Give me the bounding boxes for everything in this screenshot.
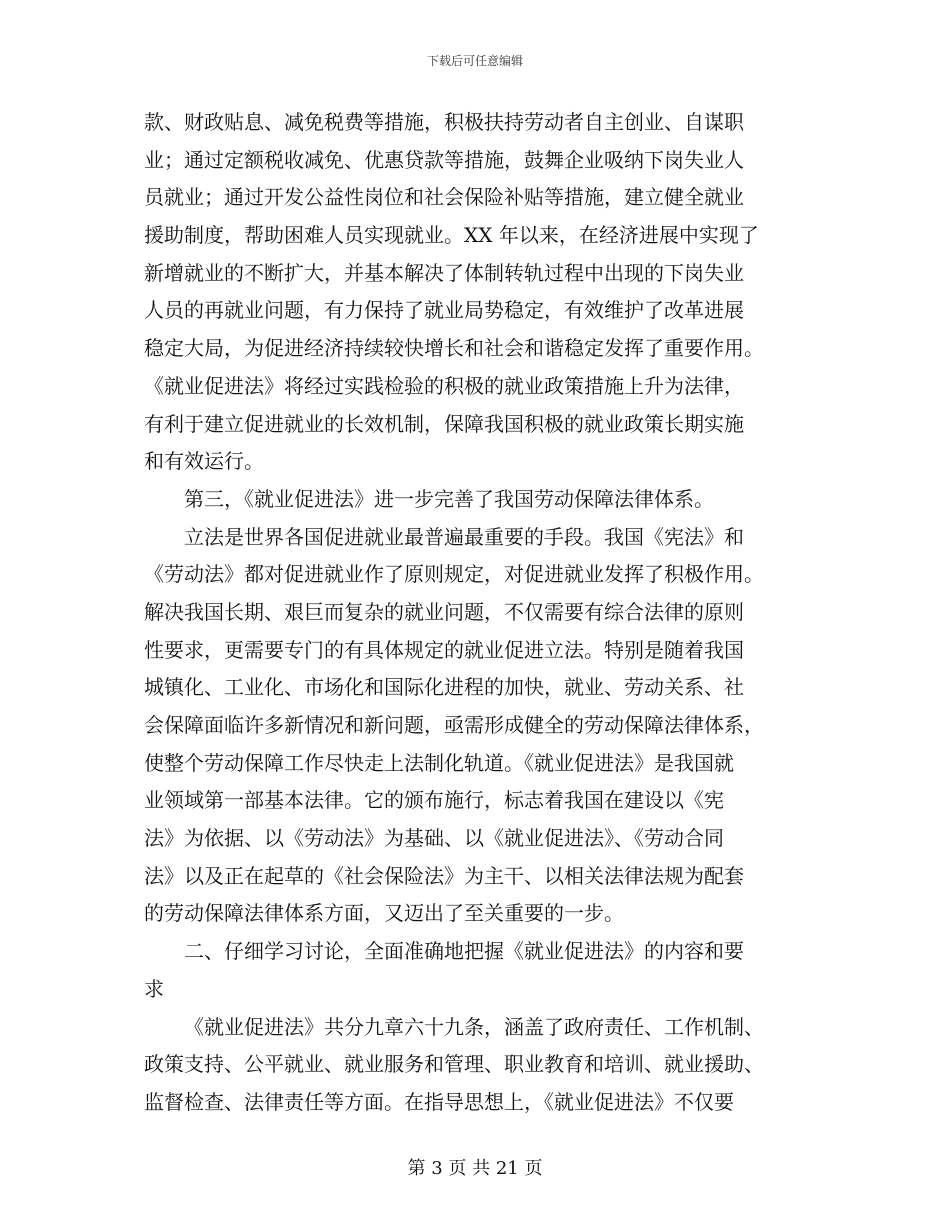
text-line: 《劳动法》都对促进就业作了原则规定，对促进就业发挥了积极作用。 — [144, 562, 764, 587]
text-line: 员就业；通过开发公益性岗位和社会保险补贴等措施，建立健全就业 — [144, 185, 744, 210]
text-line: 援助制度，帮助困难人员实现就业。XX 年以来，在经济进展中实现了 — [144, 223, 759, 248]
text-line: 人员的再就业问题，有力保持了就业局势稳定，有效维护了改革进展 — [144, 298, 744, 323]
text-line: 有利于建立促进就业的长效机制，保障我国积极的就业政策长期实施 — [144, 411, 744, 436]
page-number-footer: 第 3 页 共 21 页 — [407, 1158, 543, 1179]
text-line: 法》为依据、以《劳动法》为基础、以《就业促进法》、《劳动合同 — [144, 826, 724, 851]
text-line: 监督检查、法律责任等方面。在指导思想上，《就业促进法》不仅要 — [144, 1089, 734, 1114]
section-heading-two: 二、仔细学习讨论，全面准确地把握《就业促进法》的内容和要 — [184, 939, 744, 964]
section-heading-two-cont: 求 — [144, 976, 164, 1001]
text-line: 《就业促进法》共分九章六十九条，涵盖了政府责任、工作机制、 — [184, 1014, 764, 1039]
paragraph-heading-third: 第三，《就业促进法》进一步完善了我国劳动保障法律体系。 — [184, 486, 714, 511]
text-line: 款、财政贴息、减免税费等措施，积极扶持劳动者自主创业、自谋职 — [144, 110, 744, 134]
document-body — [144, 104, 812, 1122]
text-line: 的劳动保障法律体系方面，又迈出了至关重要的一步。 — [144, 901, 624, 926]
text-line: 城镇化、工业化、市场化和国际化进程的加快，就业、劳动关系、社 — [144, 675, 744, 700]
text-line: 会保障面临许多新情况和新问题，亟需形成健全的劳动保障法律体系， — [144, 713, 764, 737]
text-line: 稳定大局，为促进经济持续较快增长和社会和谐稳定发挥了重要作用。 — [144, 336, 764, 361]
page-header: 下载后可任意编辑 — [426, 54, 523, 68]
text-line: 解决我国长期、艰巨而复杂的就业问题，不仅需要有综合法律的原则 — [144, 599, 744, 624]
text-line: 业；通过定额税收减免、优惠贷款等措施，鼓舞企业吸纳下岗失业人 — [144, 147, 744, 172]
text-line: 使整个劳动保障工作尽快走上法制化轨道。《就业促进法》是我国就 — [144, 750, 734, 775]
text-line: 立法是世界各国促进就业最普遍最重要的手段。我国《宪法》和 — [184, 524, 744, 549]
text-line: 性要求，更需要专门的有具体规定的就业促进立法。特别是随着我国 — [144, 637, 744, 662]
text-line: 政策支持、公平就业、就业服务和管理、职业教育和培训、就业援助、 — [144, 1052, 764, 1077]
text-line: 法》以及正在起草的《社会保险法》为主干、以相关法律法规为配套 — [144, 863, 744, 888]
text-line: 《就业促进法》将经过实践检验的积极的就业政策措施上升为法律， — [144, 373, 744, 398]
text-line: 业领域第一部基本法律。它的颁布施行，标志着我国在建设以《宪 — [144, 788, 724, 813]
text-line: 和有效运行。 — [144, 449, 264, 474]
text-line: 新增就业的不断扩大，并基本解决了体制转轨过程中出现的下岗失业 — [144, 260, 744, 285]
